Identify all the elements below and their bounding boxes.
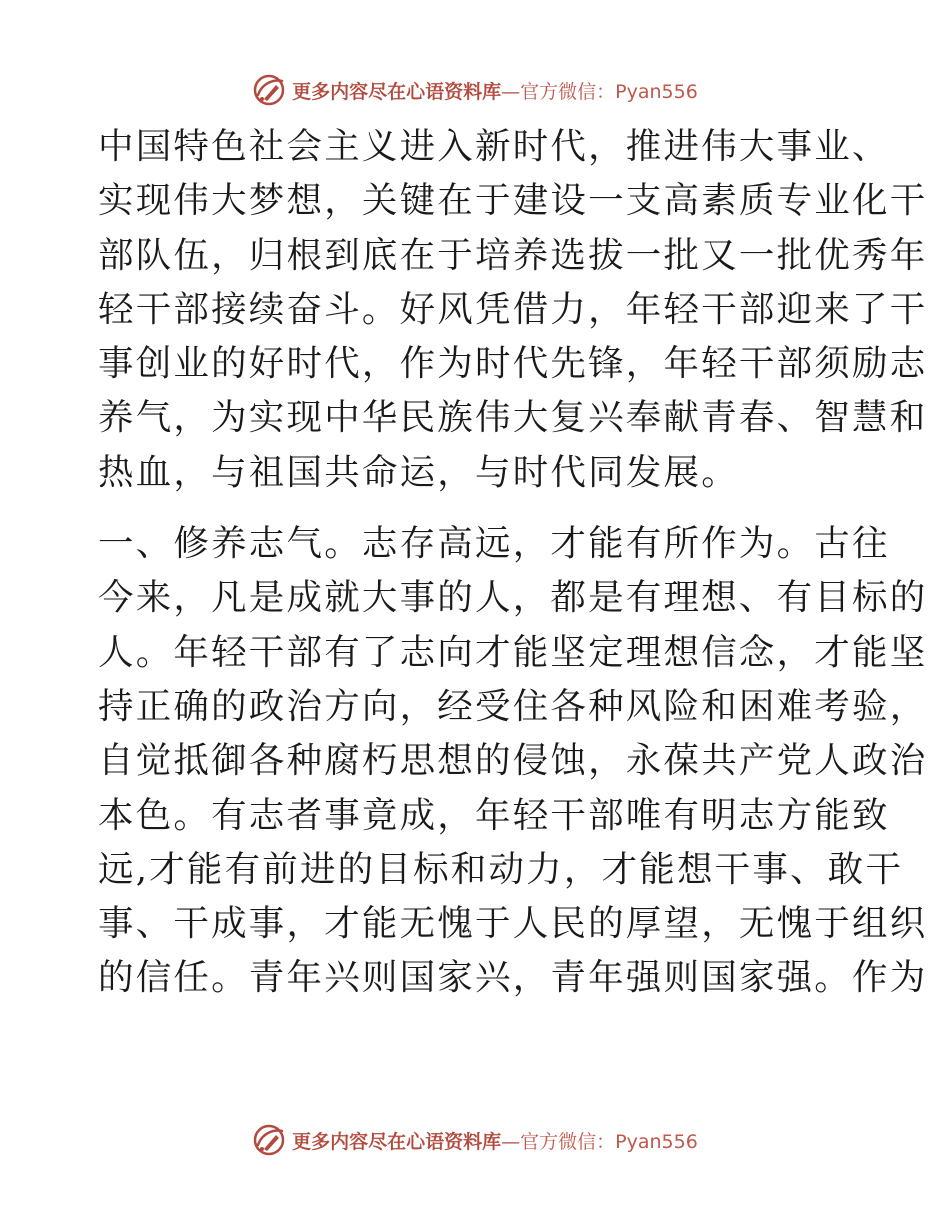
- document-body: [98, 120, 928, 1006]
- text-line: 事创业的好时代，作为时代先锋，年轻干部须励志: [98, 343, 928, 385]
- watermark-separator: —: [501, 80, 521, 103]
- paragraph-intro: [98, 120, 928, 500]
- text-line: 中国特色社会主义进入新时代，推进伟大事业、: [98, 126, 890, 167]
- text-line: 自觉抵御各种腐朽思想的侵蚀，永葆共产党人政治: [98, 740, 928, 782]
- text-line: 一、修养志气。志存高远，才能有所作为。古往: [98, 523, 890, 565]
- pen-logo-icon: [252, 1123, 286, 1157]
- text-line: 的信任。青年兴则国家兴，青年强则国家强。作为: [98, 957, 928, 999]
- text-line: 部队伍，归根到底在于培养选拔一批又一批优秀年: [98, 234, 928, 276]
- text-line: 养气，为实现中华民族伟大复兴奉献青春、智慧和: [98, 397, 928, 439]
- watermark-separator: —: [501, 1130, 521, 1153]
- text-line: 本色。有志者事竟成，年轻干部唯有明志方能致: [98, 794, 890, 836]
- text-line: 人。年轻干部有了志向才能坚定理想信念，才能坚: [98, 631, 928, 673]
- text-line: 热血，与祖国共命运，与时代同发展。: [98, 451, 739, 493]
- text-line: 轻干部接续奋斗。好风凭借力，年轻干部迎来了干: [98, 288, 928, 330]
- footer-watermark: [0, 1120, 950, 1160]
- watermark-wechat-text: 官方微信：Pyan556: [520, 80, 698, 103]
- text-line: 实现伟大梦想，关键在于建设一支高素质专业化干: [98, 180, 928, 222]
- header-watermark: [0, 70, 950, 110]
- text-line: 持正确的政治方向，经受住各种风险和困难考验，: [98, 685, 928, 727]
- paragraph-section-one: [98, 517, 928, 1006]
- watermark-site-text: 更多内容尽在心语资料库: [292, 1130, 502, 1153]
- watermark-site-text: 更多内容尽在心语资料库: [292, 80, 502, 103]
- text-line: 今来，凡是成就大事的人，都是有理想、有目标的: [98, 577, 928, 619]
- watermark-wechat-text: 官方微信：Pyan556: [520, 1130, 698, 1153]
- text-line: 远,才能有前进的目标和动力，才能想干事、敢干: [98, 848, 904, 890]
- pen-logo-icon: [252, 73, 286, 107]
- text-line: 事、干成事，才能无愧于人民的厚望，无愧于组织: [98, 903, 928, 945]
